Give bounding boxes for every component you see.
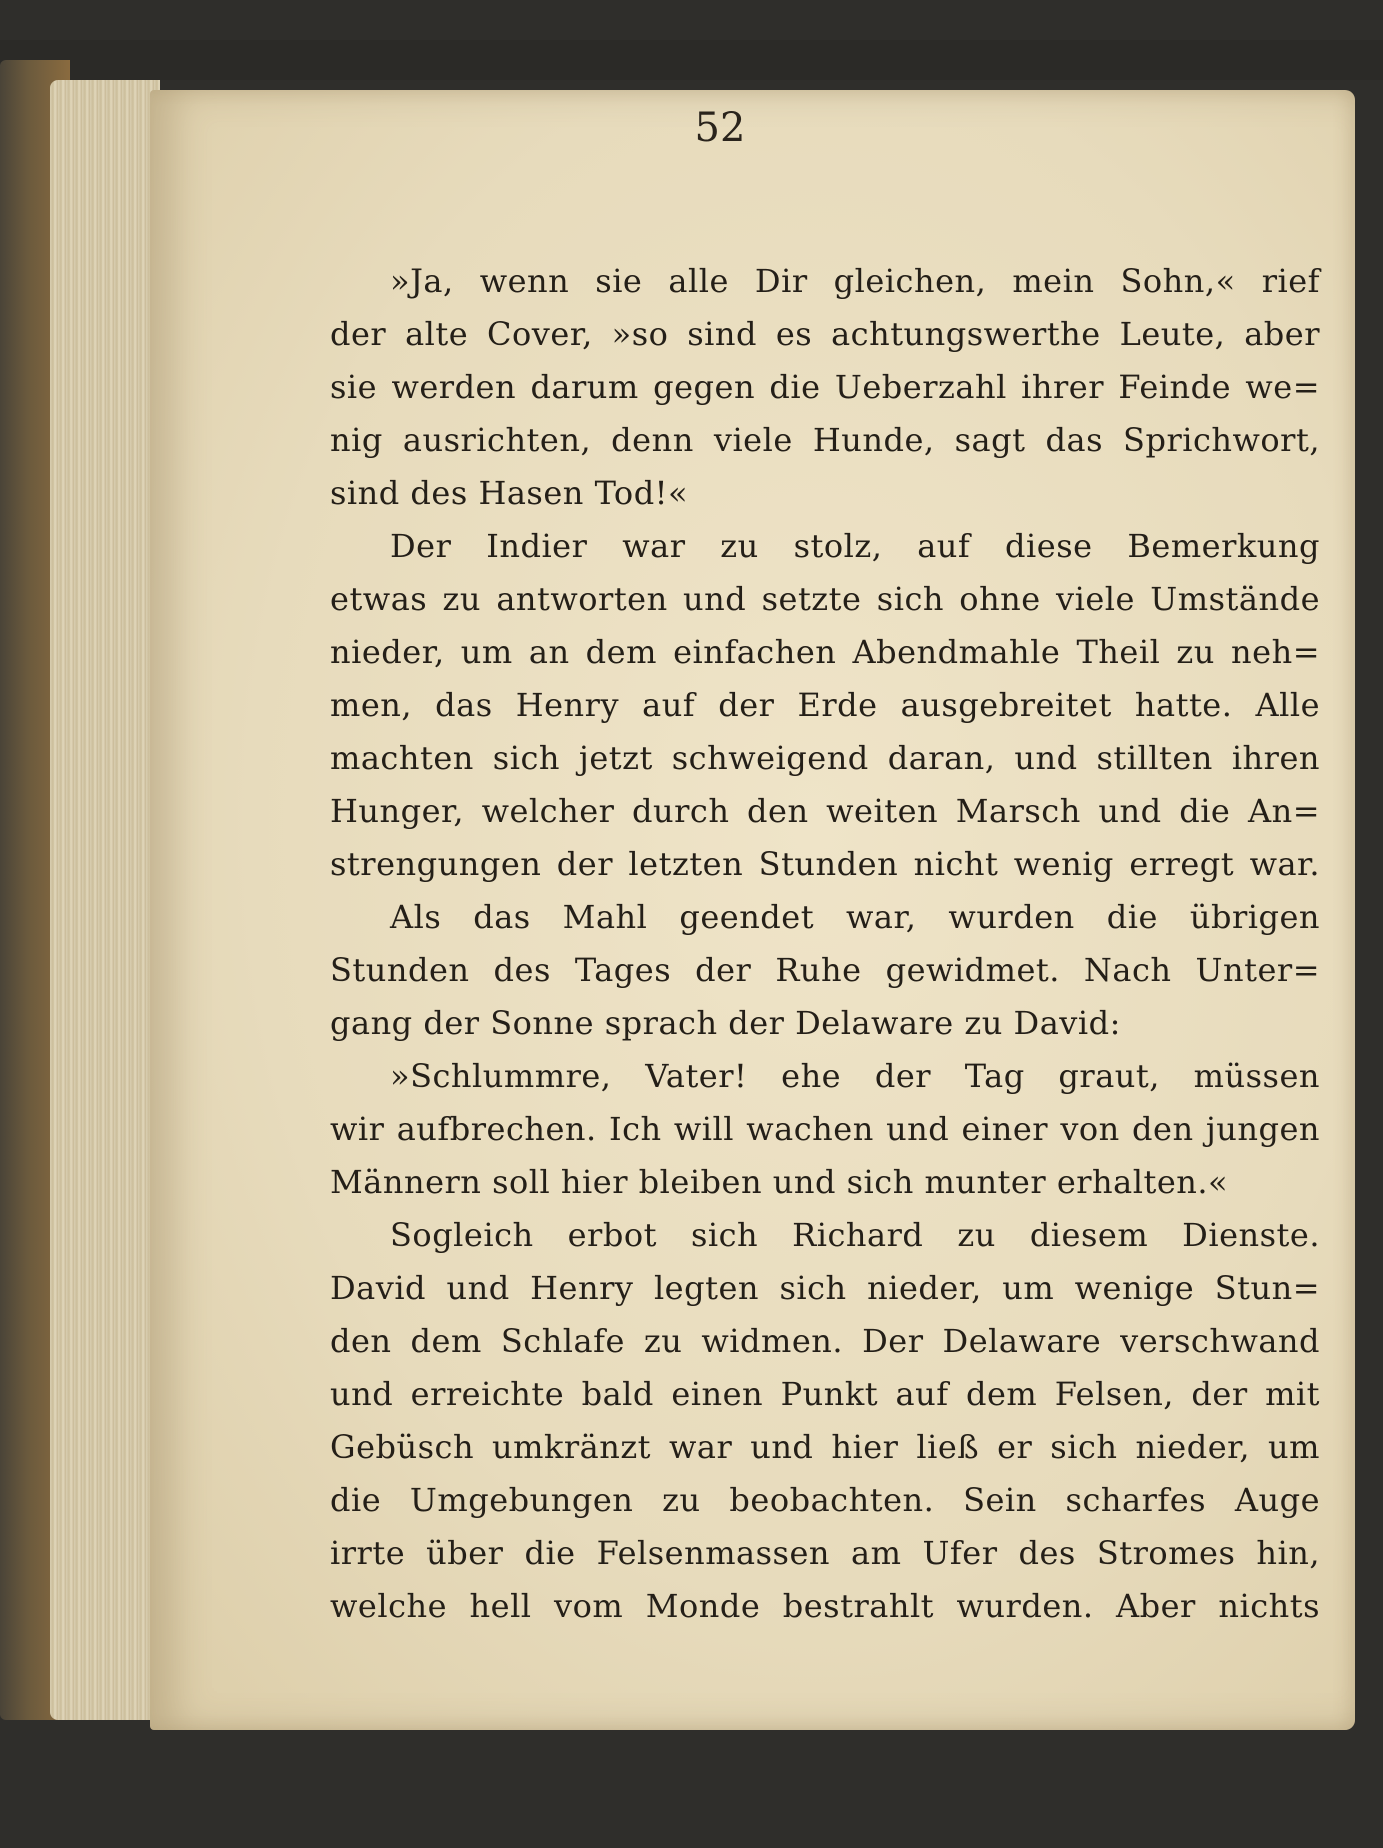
text-line: men, das Henry auf der Erde ausgebreitet hatte. Alle xyxy=(330,686,1320,724)
text-line: irrte über die Felsenmassen am Ufer des Stromes hin, xyxy=(330,1534,1320,1572)
page-number: 52 xyxy=(694,105,746,151)
text-line: wir aufbrechen. Ich will wachen und einer von den jungen xyxy=(330,1110,1320,1148)
text-line: den dem Schlafe zu widmen. Der Delaware verschwand xyxy=(330,1322,1320,1360)
text-line: Als das Mahl geendet war, wurden die übrigen xyxy=(390,898,1320,936)
text-line: Hunger, welcher durch den weiten Marsch und die An= xyxy=(330,792,1320,830)
text-line: nig ausrichten, denn viele Hunde, sagt das Sprichwort, xyxy=(330,421,1320,459)
text-line: Sogleich erbot sich Richard zu diesem Dienste. xyxy=(390,1216,1320,1254)
text-line: »Ja, wenn sie alle Dir gleichen, mein Sohn,« rief xyxy=(390,262,1320,300)
text-line: Gebüsch umkränzt war und hier ließ er sich nieder, um xyxy=(330,1428,1320,1466)
text-line: sie werden darum gegen die Ueberzahl ihrer Feinde we= xyxy=(330,368,1320,406)
text-line: »Schlummre, Vater! ehe der Tag graut, müssen xyxy=(390,1057,1320,1095)
text-line: Der Indier war zu stolz, auf diese Bemerkung xyxy=(390,527,1320,565)
text-line: sind des Hasen Tod!« xyxy=(330,474,689,512)
text-line: und erreichte bald einen Punkt auf dem Felsen, der mit xyxy=(330,1375,1320,1413)
text-line: nieder, um an dem einfachen Abendmahle Theil zu neh= xyxy=(330,633,1320,671)
text-line: etwas zu antworten und setzte sich ohne viele Umstände xyxy=(330,580,1320,618)
text-line: welche hell vom Monde bestrahlt wurden. Aber nichts xyxy=(330,1587,1320,1625)
text-line: Männern soll hier bleiben und sich munter erhalten.« xyxy=(330,1163,1229,1201)
book-cover-top xyxy=(0,40,1383,80)
text-line: gang der Sonne sprach der Delaware zu David: xyxy=(330,1004,1121,1042)
text-line: der alte Cover, »so sind es achtungswerthe Leute, aber xyxy=(330,315,1320,353)
page-edges xyxy=(50,80,160,1720)
text-line: strengungen der letzten Stunden nicht wenig erregt war. xyxy=(330,845,1320,883)
text-line: die Umgebungen zu beobachten. Sein scharfes Auge xyxy=(330,1481,1320,1519)
text-line: David und Henry legten sich nieder, um wenige Stun= xyxy=(330,1269,1320,1307)
text-line: Stunden des Tages der Ruhe gewidmet. Nach Unter= xyxy=(330,951,1320,989)
text-line: machten sich jetzt schweigend daran, und stillten ihren xyxy=(330,739,1320,777)
body-text xyxy=(330,255,1320,1633)
